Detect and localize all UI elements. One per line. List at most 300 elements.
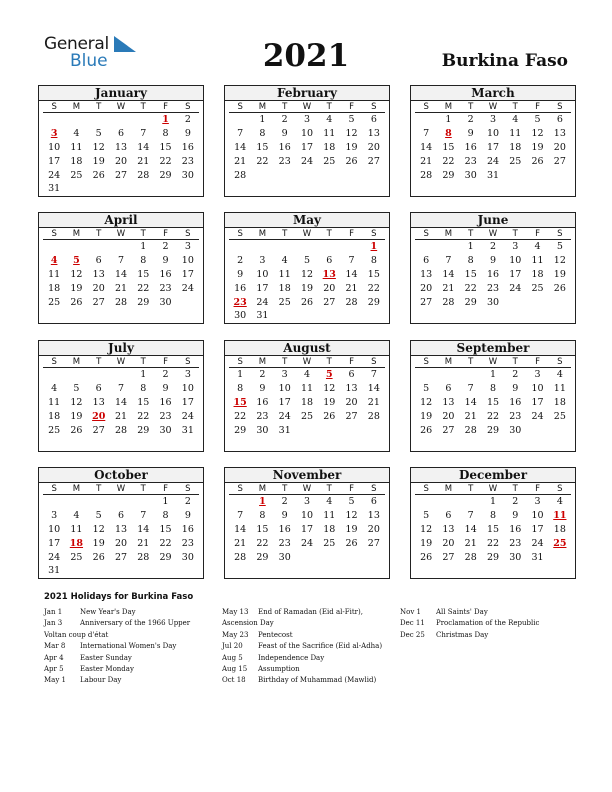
- day-cell: 18: [48, 282, 61, 294]
- holiday-date: Dec 11: [400, 619, 425, 628]
- day-cell: 16: [278, 523, 291, 535]
- day-cell: 2: [237, 254, 244, 266]
- month-day-grid: [225, 101, 389, 196]
- day-cell: 27: [442, 424, 455, 436]
- day-cell: 20: [367, 141, 380, 153]
- day-cell: 2: [467, 114, 474, 125]
- empty-day-cell: [549, 551, 571, 565]
- day-cell: 28: [367, 410, 380, 422]
- holiday-entry: [222, 653, 382, 664]
- day-cell: 8: [140, 382, 147, 394]
- day-cell: 22: [464, 282, 477, 294]
- weekday-header: S: [363, 228, 385, 240]
- day-cell: 27: [114, 551, 128, 563]
- day-cell: 12: [323, 382, 336, 394]
- empty-day-cell: [415, 437, 437, 451]
- weekday-header: M: [437, 356, 459, 368]
- empty-day-cell: [274, 182, 296, 196]
- holiday-day-cell: 25: [553, 537, 567, 549]
- day-cell: 11: [300, 382, 314, 394]
- day-cell: 23: [256, 410, 269, 422]
- day-cell: 29: [137, 424, 150, 436]
- month-february: [224, 85, 390, 197]
- holiday-entry: [222, 618, 382, 629]
- weekday-header: F: [154, 483, 176, 495]
- empty-day-cell: [526, 564, 548, 578]
- day-cell: 8: [370, 254, 377, 266]
- day-cell: 11: [70, 141, 83, 153]
- weekday-header: M: [65, 356, 87, 368]
- day-cell: 31: [48, 183, 61, 195]
- day-cell: 3: [51, 509, 58, 521]
- day-cell: 7: [445, 254, 452, 266]
- month-title: June: [411, 213, 575, 228]
- day-cell: 3: [512, 241, 519, 252]
- empty-day-cell: [437, 182, 459, 196]
- weekday-header: S: [229, 228, 251, 240]
- day-cell: 7: [467, 382, 474, 394]
- weekday-header: S: [177, 356, 199, 368]
- day-cell: 15: [256, 523, 269, 535]
- day-cell: 14: [345, 268, 358, 280]
- day-cell: 20: [442, 410, 455, 422]
- day-cell: 19: [323, 396, 336, 408]
- empty-day-cell: [65, 368, 87, 382]
- weekday-header: T: [274, 483, 296, 495]
- day-cell: 15: [486, 523, 500, 535]
- holiday-name: Anniversary of the 1966 Upper: [80, 619, 191, 628]
- empty-day-cell: [340, 182, 362, 196]
- empty-day-cell: [110, 240, 132, 254]
- empty-day-cell: [318, 424, 340, 438]
- day-cell: 19: [553, 268, 566, 280]
- day-cell: 25: [300, 410, 314, 422]
- empty-day-cell: [251, 437, 273, 451]
- day-cell: 29: [159, 551, 172, 563]
- day-cell: 17: [509, 268, 522, 280]
- day-cell: 17: [531, 523, 544, 535]
- day-cell: 6: [556, 114, 563, 125]
- holiday-day-cell: 18: [69, 537, 84, 549]
- day-cell: 2: [162, 241, 169, 252]
- month-title: October: [39, 468, 203, 483]
- day-cell: 10: [256, 268, 269, 280]
- day-cell: 16: [181, 523, 194, 535]
- day-cell: 9: [184, 127, 191, 139]
- weekday-header: S: [549, 101, 571, 113]
- holiday-name: Voltan coup d'état: [44, 630, 109, 639]
- weekday-header: S: [363, 483, 385, 495]
- day-cell: 27: [553, 155, 566, 167]
- weekday-header: F: [526, 356, 548, 368]
- day-cell: 21: [114, 410, 128, 422]
- empty-day-cell: [296, 169, 318, 183]
- day-cell: 5: [348, 114, 355, 125]
- day-cell: 23: [181, 537, 194, 549]
- empty-day-cell: [88, 309, 110, 323]
- day-cell: 12: [92, 523, 105, 535]
- empty-day-cell: [437, 309, 459, 323]
- holiday-name: New Year's Day: [80, 608, 136, 616]
- day-cell: 5: [423, 509, 430, 521]
- empty-day-cell: [154, 437, 176, 451]
- holiday-date: May 23: [222, 630, 249, 639]
- weekday-header: M: [65, 101, 87, 113]
- empty-day-cell: [340, 424, 362, 438]
- empty-day-cell: [274, 240, 296, 254]
- day-cell: 20: [345, 396, 358, 408]
- day-cell: 5: [95, 127, 102, 139]
- day-cell: 23: [486, 282, 500, 294]
- day-cell: 20: [420, 282, 433, 294]
- holiday-day-cell: 3: [50, 127, 58, 139]
- day-cell: 6: [348, 369, 355, 380]
- empty-day-cell: [65, 564, 87, 578]
- empty-day-cell: [460, 309, 482, 323]
- weekday-header: T: [318, 356, 340, 368]
- weekday-header: M: [251, 101, 273, 113]
- empty-day-cell: [482, 309, 504, 323]
- weekday-header: M: [251, 356, 273, 368]
- day-cell: 26: [70, 424, 83, 436]
- empty-day-cell: [65, 309, 87, 323]
- empty-day-cell: [318, 182, 340, 196]
- month-title: September: [411, 341, 575, 356]
- day-cell: 25: [323, 537, 336, 549]
- empty-day-cell: [110, 564, 132, 578]
- weekday-header: T: [318, 101, 340, 113]
- day-cell: 19: [345, 523, 358, 535]
- weekday-header: S: [177, 483, 199, 495]
- empty-day-cell: [363, 551, 385, 565]
- day-cell: 25: [553, 410, 566, 422]
- empty-day-cell: [88, 564, 110, 578]
- day-cell: 7: [140, 127, 147, 139]
- weekday-header: S: [415, 483, 437, 495]
- weekday-header: W: [296, 228, 318, 240]
- weekday-header: F: [154, 228, 176, 240]
- day-cell: 30: [278, 551, 291, 563]
- day-cell: 27: [92, 424, 105, 436]
- weekday-header: M: [65, 228, 87, 240]
- empty-day-cell: [154, 564, 176, 578]
- holiday-day-cell: 20: [92, 410, 106, 422]
- day-cell: 26: [345, 537, 358, 549]
- day-cell: 14: [137, 523, 150, 535]
- day-cell: 13: [442, 396, 455, 408]
- empty-day-cell: [482, 564, 504, 578]
- day-cell: 8: [162, 127, 169, 139]
- day-cell: 24: [256, 296, 269, 308]
- day-cell: 13: [114, 523, 128, 535]
- day-cell: 28: [137, 169, 150, 181]
- day-cell: 4: [556, 369, 563, 380]
- day-cell: 13: [92, 396, 105, 408]
- day-cell: 16: [234, 282, 247, 294]
- empty-day-cell: [504, 437, 526, 451]
- month-day-grid: [411, 483, 575, 578]
- month-title: January: [39, 86, 203, 101]
- weekday-header: M: [437, 101, 459, 113]
- day-cell: 13: [92, 268, 105, 280]
- weekday-header: S: [229, 101, 251, 113]
- empty-day-cell: [65, 240, 87, 254]
- weekday-header: F: [340, 483, 362, 495]
- weekday-header: T: [274, 228, 296, 240]
- day-cell: 28: [114, 424, 128, 436]
- holiday-name: Birthday of Muhammad (Mawlid): [258, 676, 377, 685]
- weekday-header: S: [415, 101, 437, 113]
- holiday-date: Apr 4: [44, 653, 64, 662]
- empty-day-cell: [504, 309, 526, 323]
- empty-day-cell: [65, 182, 87, 196]
- day-cell: 30: [181, 169, 194, 181]
- holiday-entry: [222, 641, 382, 652]
- day-cell: 20: [323, 282, 336, 294]
- day-cell: 22: [442, 155, 455, 167]
- day-cell: 23: [278, 537, 291, 549]
- day-cell: 17: [300, 141, 314, 153]
- day-cell: 18: [278, 282, 291, 294]
- holiday-name: Christmas Day: [436, 630, 489, 639]
- empty-day-cell: [110, 437, 132, 451]
- day-cell: 7: [140, 509, 147, 521]
- holiday-day-cell: 5: [73, 254, 80, 266]
- empty-day-cell: [251, 182, 273, 196]
- holiday-day-cell: 5: [325, 369, 333, 380]
- day-cell: 16: [464, 141, 477, 153]
- day-cell: 13: [367, 127, 380, 139]
- day-cell: 21: [442, 282, 455, 294]
- day-cell: 4: [512, 114, 519, 125]
- empty-day-cell: [460, 182, 482, 196]
- holiday-day-cell: 8: [445, 127, 452, 139]
- empty-day-cell: [43, 309, 65, 323]
- day-cell: 26: [420, 551, 433, 563]
- day-cell: 13: [553, 127, 566, 139]
- day-cell: 23: [159, 410, 172, 422]
- day-cell: 3: [303, 114, 311, 125]
- day-cell: 24: [531, 410, 544, 422]
- holiday-date: Oct 18: [222, 676, 246, 685]
- day-cell: 1: [467, 241, 474, 252]
- day-cell: 12: [345, 127, 358, 139]
- day-cell: 1: [162, 496, 169, 507]
- day-cell: 5: [423, 382, 430, 394]
- empty-day-cell: [177, 296, 199, 310]
- day-cell: 24: [278, 410, 291, 422]
- empty-day-cell: [437, 368, 459, 382]
- empty-day-cell: [460, 564, 482, 578]
- empty-day-cell: [274, 437, 296, 451]
- holiday-name: Feast of the Sacrifice (Eid al-Adha): [258, 642, 383, 651]
- day-cell: 22: [256, 155, 269, 167]
- day-cell: 11: [48, 268, 61, 280]
- day-cell: 9: [489, 254, 497, 266]
- day-cell: 10: [486, 127, 500, 139]
- day-cell: 19: [70, 410, 83, 422]
- day-cell: 28: [420, 169, 433, 181]
- day-cell: 12: [70, 396, 83, 408]
- day-cell: 7: [117, 254, 125, 266]
- holiday-entry: [44, 630, 190, 641]
- day-cell: 10: [509, 254, 522, 266]
- day-cell: 5: [348, 496, 355, 507]
- day-cell: 8: [259, 127, 266, 139]
- weekday-header: T: [504, 101, 526, 113]
- day-cell: 8: [237, 382, 244, 394]
- day-cell: 4: [303, 369, 311, 380]
- day-cell: 3: [184, 241, 191, 252]
- day-cell: 1: [140, 369, 147, 380]
- empty-day-cell: [526, 309, 548, 323]
- day-cell: 29: [159, 169, 172, 181]
- weekday-header: W: [296, 356, 318, 368]
- day-cell: 14: [137, 141, 150, 153]
- day-cell: 21: [464, 410, 477, 422]
- day-cell: 4: [73, 509, 80, 521]
- weekday-header: W: [110, 483, 132, 495]
- day-cell: 30: [486, 296, 500, 308]
- day-cell: 7: [370, 369, 377, 380]
- empty-day-cell: [132, 182, 154, 196]
- day-cell: 24: [300, 537, 314, 549]
- day-cell: 28: [345, 296, 358, 308]
- holiday-name: Proclamation of the Republic: [436, 619, 540, 628]
- empty-day-cell: [526, 182, 548, 196]
- day-cell: 21: [420, 155, 433, 167]
- month-title: August: [225, 341, 389, 356]
- day-cell: 31: [486, 169, 500, 181]
- day-cell: 26: [92, 551, 105, 563]
- day-cell: 17: [531, 396, 544, 408]
- day-cell: 26: [300, 296, 314, 308]
- holiday-day-cell: 13: [322, 268, 336, 280]
- empty-day-cell: [318, 169, 340, 183]
- empty-day-cell: [88, 368, 110, 382]
- empty-day-cell: [318, 309, 340, 323]
- weekday-header: S: [549, 228, 571, 240]
- page-header: [0, 0, 612, 82]
- weekday-header: T: [504, 228, 526, 240]
- day-cell: 14: [442, 268, 455, 280]
- day-cell: 16: [159, 396, 172, 408]
- day-cell: 31: [278, 424, 291, 436]
- day-cell: 21: [137, 155, 150, 167]
- holiday-entry: [400, 607, 539, 618]
- day-cell: 3: [534, 369, 541, 380]
- day-cell: 10: [300, 127, 314, 139]
- holiday-entry: [44, 641, 190, 652]
- empty-day-cell: [296, 309, 318, 323]
- day-cell: 13: [114, 141, 128, 153]
- empty-day-cell: [229, 495, 251, 509]
- day-cell: 20: [367, 523, 380, 535]
- month-day-grid: [39, 228, 203, 323]
- month-title: April: [39, 213, 203, 228]
- day-cell: 26: [553, 282, 566, 294]
- empty-day-cell: [110, 309, 132, 323]
- day-cell: 15: [137, 268, 150, 280]
- day-cell: 11: [323, 509, 336, 521]
- holiday-day-cell: 23: [233, 296, 247, 308]
- holiday-entry: [44, 607, 190, 618]
- day-cell: 22: [256, 537, 269, 549]
- day-cell: 2: [512, 369, 519, 380]
- empty-day-cell: [437, 240, 459, 254]
- empty-day-cell: [415, 182, 437, 196]
- day-cell: 16: [256, 396, 269, 408]
- holiday-name: International Women's Day: [80, 642, 177, 651]
- month-title: November: [225, 468, 389, 483]
- day-cell: 28: [234, 551, 247, 563]
- empty-day-cell: [504, 182, 526, 196]
- empty-day-cell: [340, 551, 362, 565]
- day-cell: 29: [486, 551, 500, 563]
- day-cell: 2: [259, 369, 266, 380]
- weekday-header: F: [340, 101, 362, 113]
- day-cell: 22: [367, 282, 380, 294]
- day-cell: 1: [237, 369, 244, 380]
- day-cell: 17: [181, 268, 194, 280]
- day-cell: 16: [509, 523, 522, 535]
- day-cell: 21: [234, 537, 247, 549]
- holiday-day-cell: 11: [553, 509, 567, 521]
- day-cell: 10: [531, 509, 544, 521]
- weekday-header: T: [88, 101, 110, 113]
- weekday-header: W: [482, 483, 504, 495]
- day-cell: 22: [159, 537, 172, 549]
- empty-day-cell: [132, 113, 154, 127]
- month-day-grid: [39, 101, 203, 196]
- empty-day-cell: [88, 240, 110, 254]
- empty-day-cell: [363, 424, 385, 438]
- holiday-day-cell: 4: [50, 254, 58, 266]
- empty-day-cell: [296, 551, 318, 565]
- empty-day-cell: [296, 240, 318, 254]
- day-cell: 28: [234, 169, 247, 181]
- weekday-header: T: [132, 101, 154, 113]
- day-cell: 28: [464, 551, 477, 563]
- holiday-name: End of Ramadan (Eid al-Fitr),: [258, 608, 363, 616]
- day-cell: 21: [367, 396, 380, 408]
- empty-day-cell: [132, 564, 154, 578]
- day-cell: 12: [92, 141, 105, 153]
- day-cell: 18: [531, 268, 544, 280]
- weekday-header: W: [110, 101, 132, 113]
- day-cell: 20: [92, 282, 105, 294]
- day-cell: 24: [509, 282, 522, 294]
- day-cell: 4: [326, 114, 333, 125]
- day-cell: 21: [137, 537, 150, 549]
- day-cell: 15: [367, 268, 380, 280]
- day-cell: 9: [512, 509, 519, 521]
- day-cell: 26: [531, 155, 544, 167]
- day-cell: 15: [442, 141, 455, 153]
- empty-day-cell: [110, 495, 132, 509]
- day-cell: 17: [278, 396, 291, 408]
- day-cell: 10: [278, 382, 291, 394]
- month-january: [38, 85, 204, 197]
- holiday-date: May 13: [222, 608, 249, 616]
- empty-day-cell: [549, 437, 571, 451]
- empty-day-cell: [229, 113, 251, 127]
- empty-day-cell: [229, 240, 251, 254]
- empty-day-cell: [340, 437, 362, 451]
- day-cell: 24: [48, 169, 61, 181]
- weekday-header: W: [110, 228, 132, 240]
- month-july: [38, 340, 204, 452]
